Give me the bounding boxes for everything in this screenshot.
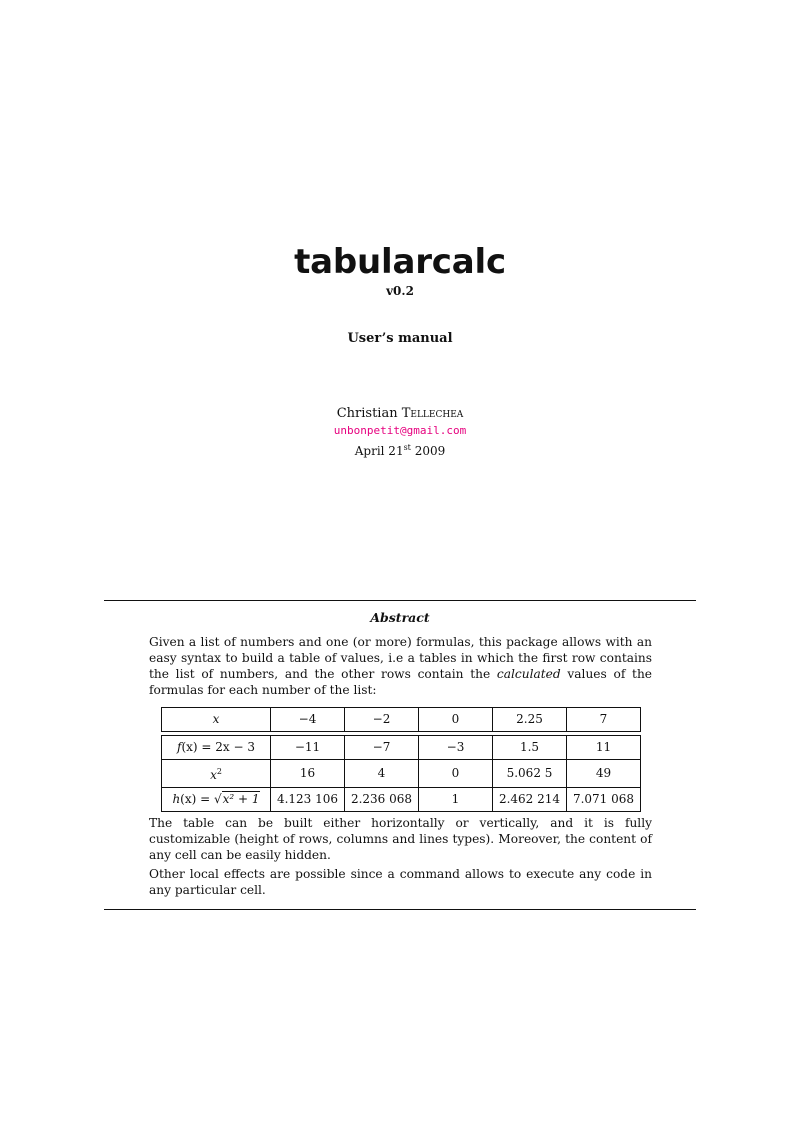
table-cell: −3 <box>418 735 492 759</box>
table-cell: 7.071 068 <box>566 787 641 812</box>
author-first-name: Christian <box>336 406 398 421</box>
table-cell: 1.5 <box>492 735 566 759</box>
row-label-hx: h(x) = √x² + 1 <box>161 787 270 812</box>
table-cell: −2 <box>344 707 418 732</box>
table-cell: 1 <box>418 787 492 812</box>
table-row <box>161 735 641 759</box>
table-cell: 4 <box>344 759 418 787</box>
table-row <box>161 787 641 812</box>
author-email-link[interactable]: unbonpetit@gmail.com <box>333 424 467 437</box>
table-cell: −4 <box>270 707 344 732</box>
table-header-label: x <box>161 707 270 732</box>
table-cell: 2.25 <box>492 707 566 732</box>
table-cell: 49 <box>566 759 641 787</box>
abstract-paragraph-3: Other local effects are possible since a command allows to execute any code in any particular cell. <box>149 867 652 897</box>
table-cell: 11 <box>566 735 641 759</box>
date-prefix: April 21 <box>354 444 404 458</box>
publication-date <box>0 443 800 459</box>
date-ordinal: st <box>403 443 411 452</box>
author-name <box>0 406 800 422</box>
p1-emphasis: calculated <box>496 667 561 681</box>
table-cell: −11 <box>270 735 344 759</box>
abstract-heading: Abstract <box>370 610 430 625</box>
table-cell: 4.123 106 <box>270 787 344 812</box>
abstract-paragraph-1 <box>149 634 652 698</box>
table-cell: 7 <box>566 707 641 732</box>
values-table <box>161 707 641 812</box>
abstract-top-rule <box>104 600 696 601</box>
author-last-name: Tellechea <box>401 406 464 421</box>
row-label-fx: f(x) = 2x − 3 <box>161 735 270 759</box>
table-header-row <box>161 707 641 732</box>
table-cell: 2.236 068 <box>344 787 418 812</box>
manual-subtitle: User’s manual <box>347 331 453 346</box>
table-cell: −7 <box>344 735 418 759</box>
p1-after: values of the formulas for each number of the list: <box>149 667 653 697</box>
abstract-paragraph-2: The table can be built either horizontally or vertically, and it is fully customizable (height of rows, columns and lines types). Moreover, the content of any cell can be easily hidden. <box>149 816 652 862</box>
p1-before: Given a list of numbers and one (or more) formulas, this package allows with an easy syntax to build a table of values, i.e a tables in which the first row contains the list of numbers, and the other rows contain the <box>149 635 652 681</box>
table-cell: 0 <box>418 707 492 732</box>
table-cell: 0 <box>418 759 492 787</box>
row-label-x-squared: $x^2$ <box>161 759 270 787</box>
table-cell: 2.462 214 <box>492 787 566 812</box>
date-year: 2009 <box>410 444 446 458</box>
table-row <box>161 759 641 787</box>
document-title: tabularcalc <box>294 242 506 282</box>
table-cell: 16 <box>270 759 344 787</box>
table-cell: 5.062 5 <box>492 759 566 787</box>
version-label: v0.2 <box>386 284 414 298</box>
abstract-bottom-rule <box>104 909 696 910</box>
